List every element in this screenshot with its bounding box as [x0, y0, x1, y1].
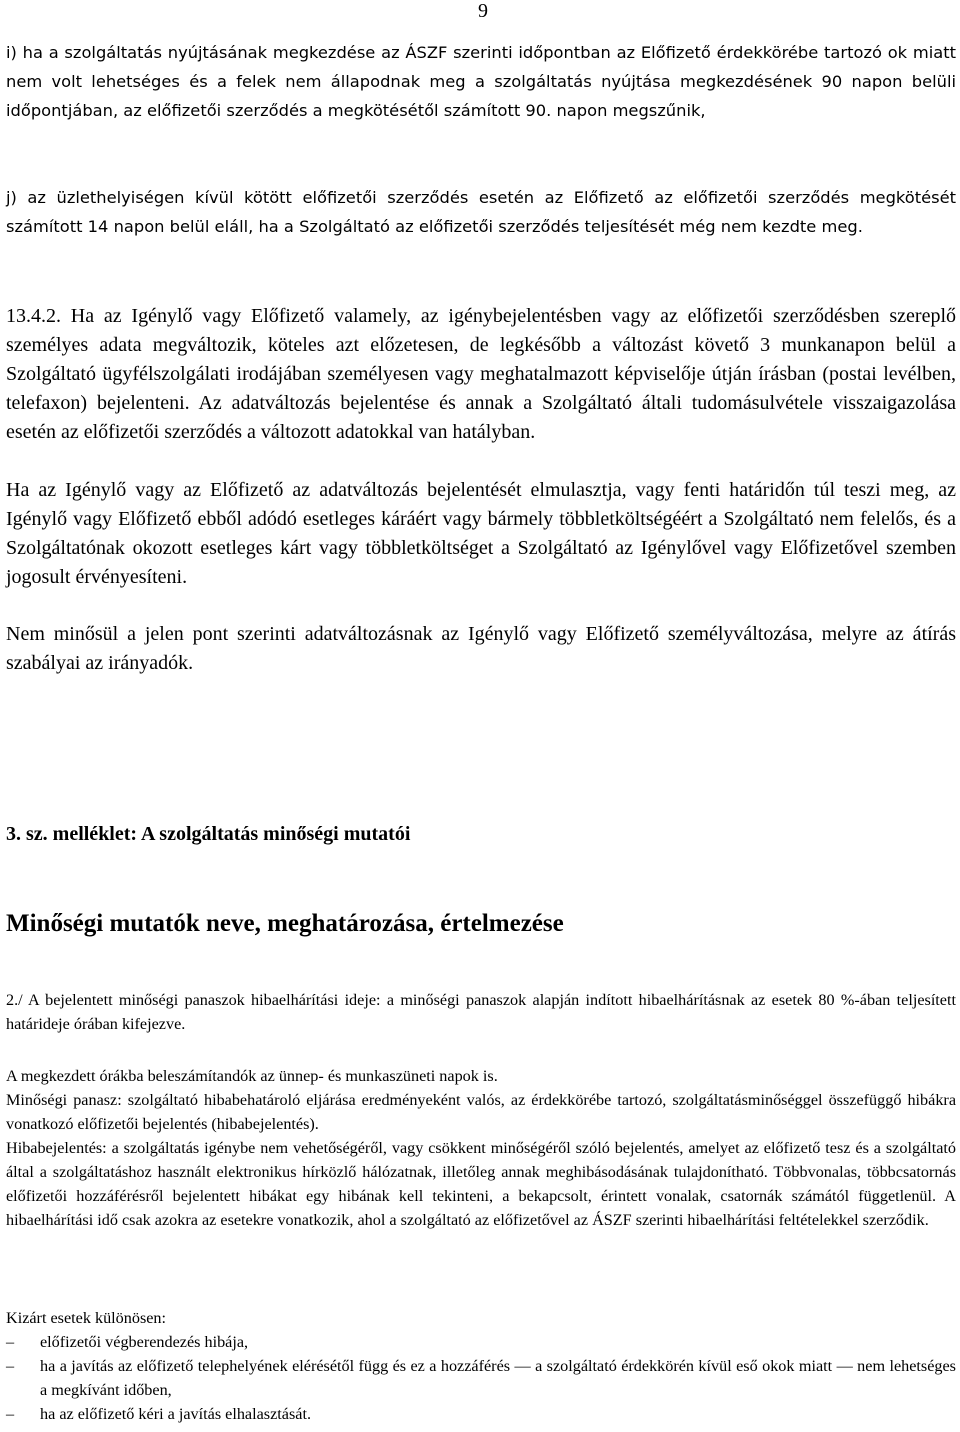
- excluded-cases-list: [0, 1330, 956, 1426]
- paragraph-failure-to-report: Ha az Igénylő vagy az Előfizető az adatváltozás bejelentését elmulasztja, vagy fenti határidőn túl teszi meg, az Igénylő vagy Előfizető ebből adódó esetleges káráért vagy bármely többletköltségéért a Szolgáltató nem felelős, és a Szolgáltatónak okozott esetleges kárt vagy többletköltséget a Szolgáltató az Igénylővel vagy Előfizetővel szemben jogosult érvényesíteni.: [6, 479, 956, 588]
- note-hours: A megkezdett órákba beleszámítandók az ünnep- és munkaszüneti napok is.: [6, 1067, 498, 1085]
- dash-bullet: –: [6, 1405, 15, 1423]
- list-item: [0, 1354, 956, 1402]
- excluded-heading: Kizárt esetek különösen:: [6, 1309, 167, 1327]
- paragraph-13-4-2: 13.4.2. Ha az Igénylő vagy Előfizető valamely, az igénybejelentésben vagy az előfizetői szerződésben szereplő személyes adata megváltozik, köteles azt előzetesen, de legkésőbb a változást követő 3 munkanapon belül a Szolgáltató ügyfélszolgálati irodájában személyesen vagy meghatalmazott képviselője útján írásban (postai levélben, telefaxon) bejelenteni. Az adatváltozás bejelentése és annak a Szolgáltató általi tudomásulvétele visszaigazolása esetén az előfizetői szerződés a változott adatokkal van hatályban.: [6, 305, 956, 443]
- page-number: 9: [478, 0, 488, 22]
- list-item-text: előfizetői végberendezés hibája,: [40, 1333, 249, 1351]
- list-item-text: ha a javítás az előfizető telephelyének elérésétől függ és ez a hozzáférés — a szolgáltató érdekkörén kívül eső okok miatt — nem lehetséges a megkívánt időben,: [40, 1357, 956, 1399]
- definition-quality-complaint: Minőségi panasz: szolgáltató hibabehatároló eljárása eredményeként valós, az érdekkörébe tartozó, szolgáltatásminőséggel összefüggő hibákra vonatkozó előfizetői bejelentés (hibabejelentés).: [6, 1091, 956, 1133]
- section-j: j) az üzlethelyiségen kívül kötött előfizetői szerződés esetén az Előfizető az előfizetői szerződés megkötését számított 14 napon belül eláll, ha a Szolgáltató az előfizetői szerződés teljesítését még nem kezdte meg.: [6, 188, 956, 236]
- list-item-text: ha az előfizető kéri a javítás elhalasztását.: [40, 1405, 311, 1423]
- definition-fault-report: Hibabejelentés: a szolgáltatás igénybe nem vehetőségéről, vagy csökkent minőségéről szóló bejelentés, amelyet az előfizető tesz és a szolgáltató által a szolgáltatáshoz használt elektronikus hírközlő hálózatnak, illetőleg annak meghibásodásának tulajdonítható. Többvonalas, többcsatornás előfizetői hozzáférésről bejelentett hibákat egy hibának kell tekinteni, a bekapcsolt, érintett vonalak, csatornák számától függetlenül. A hibaelhárítási idő csak azokra az esetekre vonatkozik, ahol a szolgáltató az előfizetővel az ÁSZF szerinti hibaelhárítási feltételekkel szerződik.: [6, 1139, 956, 1229]
- section-i: i) ha a szolgáltatás nyújtásának megkezdése az ÁSZF szerinti időpontban az Előfizető érdekkörébe tartozó ok miatt nem volt lehetséges és a felek nem állapodnak meg a szolgáltatás nyújtása megkezdésének 90 napon belüli időpontjában, az előfizetői szerződés a megkötésétől számított 90. napon megszűnik,: [6, 43, 956, 120]
- list-item: [0, 1330, 956, 1354]
- dash-bullet: –: [6, 1357, 15, 1375]
- indicators-heading: Minőségi mutatók neve, meghatározása, értelmezése: [6, 910, 564, 937]
- paragraph-not-qualify: Nem minősül a jelen pont szerinti adatváltozásnak az Igénylő vagy Előfizető személyváltozása, melyre az átírás szabályai az irányadók.: [6, 623, 956, 674]
- annex-heading: 3. sz. melléklet: A szolgáltatás minőségi mutatói: [6, 823, 411, 845]
- item-2: 2./ A bejelentett minőségi panaszok hibaelhárítási ideje: a minőségi panaszok alapján indított hibaelhárításnak az esetek 80 %-ában teljesített határideje órában kifejezve.: [6, 991, 956, 1033]
- list-item: [0, 1402, 956, 1426]
- dash-bullet: –: [6, 1333, 15, 1351]
